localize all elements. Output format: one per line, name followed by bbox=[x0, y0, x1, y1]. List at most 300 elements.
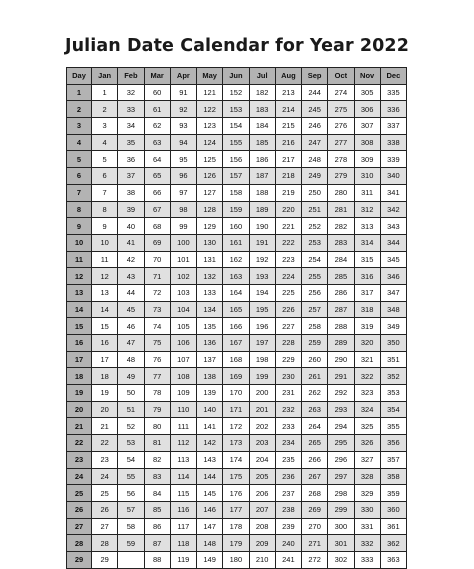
julian-date-cell: 158 bbox=[223, 184, 249, 201]
table-row bbox=[67, 201, 407, 218]
julian-date-cell: 136 bbox=[197, 335, 223, 352]
julian-date-cell: 306 bbox=[354, 101, 380, 118]
julian-date-cell: 110 bbox=[170, 401, 196, 418]
julian-date-cell: 333 bbox=[354, 551, 380, 568]
julian-date-cell: 279 bbox=[328, 168, 354, 185]
julian-date-cell: 324 bbox=[354, 401, 380, 418]
julian-date-cell: 341 bbox=[380, 184, 406, 201]
julian-date-cell: 32 bbox=[118, 84, 144, 101]
julian-date-cell: 301 bbox=[328, 535, 354, 552]
julian-date-cell: 163 bbox=[223, 268, 249, 285]
julian-date-cell: 99 bbox=[170, 218, 196, 235]
julian-date-cell: 184 bbox=[249, 118, 275, 135]
julian-date-cell: 169 bbox=[223, 368, 249, 385]
julian-date-cell: 98 bbox=[170, 201, 196, 218]
julian-date-cell: 230 bbox=[275, 368, 301, 385]
julian-date-cell: 238 bbox=[275, 501, 301, 518]
julian-date-cell: 180 bbox=[223, 551, 249, 568]
julian-date-cell: 278 bbox=[328, 151, 354, 168]
julian-date-cell: 288 bbox=[328, 318, 354, 335]
julian-date-cell: 340 bbox=[380, 168, 406, 185]
column-header-mar: Mar bbox=[144, 68, 170, 85]
julian-date-cell: 280 bbox=[328, 184, 354, 201]
julian-date-cell: 139 bbox=[197, 385, 223, 402]
julian-date-cell: 274 bbox=[328, 84, 354, 101]
julian-date-cell bbox=[118, 551, 144, 568]
julian-date-cell: 183 bbox=[249, 101, 275, 118]
julian-date-cell: 12 bbox=[92, 268, 118, 285]
julian-date-cell: 224 bbox=[275, 268, 301, 285]
julian-date-cell: 199 bbox=[249, 368, 275, 385]
table-row bbox=[67, 284, 407, 301]
julian-date-cell: 140 bbox=[197, 401, 223, 418]
julian-date-cell: 205 bbox=[249, 468, 275, 485]
day-number-cell: 12 bbox=[67, 268, 92, 285]
page-title: Julian Date Calendar for Year 2022 bbox=[65, 36, 409, 56]
julian-date-cell: 217 bbox=[275, 151, 301, 168]
julian-date-cell: 102 bbox=[170, 268, 196, 285]
julian-date-cell: 361 bbox=[380, 518, 406, 535]
julian-date-cell: 15 bbox=[92, 318, 118, 335]
julian-date-cell: 107 bbox=[170, 351, 196, 368]
julian-date-cell: 85 bbox=[144, 501, 170, 518]
julian-date-cell: 275 bbox=[328, 101, 354, 118]
julian-date-cell: 38 bbox=[118, 184, 144, 201]
julian-date-cell: 20 bbox=[92, 401, 118, 418]
julian-date-cell: 258 bbox=[302, 318, 328, 335]
column-header-dec: Dec bbox=[380, 68, 406, 85]
julian-date-cell: 133 bbox=[197, 284, 223, 301]
julian-date-cell: 335 bbox=[380, 84, 406, 101]
julian-date-cell: 316 bbox=[354, 268, 380, 285]
julian-date-cell: 294 bbox=[328, 418, 354, 435]
table-row bbox=[67, 101, 407, 118]
day-number-cell: 16 bbox=[67, 335, 92, 352]
julian-date-cell: 29 bbox=[92, 551, 118, 568]
julian-date-cell: 343 bbox=[380, 218, 406, 235]
julian-date-cell: 220 bbox=[275, 201, 301, 218]
julian-date-cell: 105 bbox=[170, 318, 196, 335]
julian-date-cell: 229 bbox=[275, 351, 301, 368]
day-number-cell: 21 bbox=[67, 418, 92, 435]
julian-date-cell: 62 bbox=[144, 118, 170, 135]
julian-date-cell: 270 bbox=[302, 518, 328, 535]
julian-date-cell: 246 bbox=[302, 118, 328, 135]
julian-date-cell: 256 bbox=[302, 284, 328, 301]
julian-date-cell: 190 bbox=[249, 218, 275, 235]
julian-date-cell: 22 bbox=[92, 435, 118, 452]
julian-date-cell: 176 bbox=[223, 485, 249, 502]
julian-date-cell: 171 bbox=[223, 401, 249, 418]
julian-date-cell: 345 bbox=[380, 251, 406, 268]
julian-date-cell: 189 bbox=[249, 201, 275, 218]
table-row bbox=[67, 468, 407, 485]
julian-date-cell: 4 bbox=[92, 134, 118, 151]
julian-date-cell: 281 bbox=[328, 201, 354, 218]
julian-date-cell: 354 bbox=[380, 401, 406, 418]
column-header-aug: Aug bbox=[275, 68, 301, 85]
table-row bbox=[67, 435, 407, 452]
julian-date-cell: 287 bbox=[328, 301, 354, 318]
julian-date-cell: 193 bbox=[249, 268, 275, 285]
julian-date-cell: 65 bbox=[144, 168, 170, 185]
day-number-cell: 20 bbox=[67, 401, 92, 418]
julian-date-cell: 94 bbox=[170, 134, 196, 151]
julian-date-cell: 351 bbox=[380, 351, 406, 368]
julian-date-cell: 266 bbox=[302, 451, 328, 468]
table-row bbox=[67, 218, 407, 235]
julian-date-cell: 221 bbox=[275, 218, 301, 235]
julian-date-cell: 167 bbox=[223, 335, 249, 352]
julian-date-cell: 118 bbox=[170, 535, 196, 552]
julian-date-cell: 296 bbox=[328, 451, 354, 468]
julian-date-cell: 241 bbox=[275, 551, 301, 568]
julian-date-cell: 331 bbox=[354, 518, 380, 535]
julian-date-cell: 207 bbox=[249, 501, 275, 518]
julian-date-cell: 125 bbox=[197, 151, 223, 168]
julian-date-cell: 216 bbox=[275, 134, 301, 151]
julian-date-cell: 305 bbox=[354, 84, 380, 101]
day-number-cell: 7 bbox=[67, 184, 92, 201]
julian-date-cell: 186 bbox=[249, 151, 275, 168]
day-number-cell: 28 bbox=[67, 535, 92, 552]
julian-date-cell: 283 bbox=[328, 234, 354, 251]
julian-date-cell: 299 bbox=[328, 501, 354, 518]
julian-date-cell: 114 bbox=[170, 468, 196, 485]
table-row bbox=[67, 84, 407, 101]
julian-date-cell: 83 bbox=[144, 468, 170, 485]
julian-date-cell: 170 bbox=[223, 385, 249, 402]
julian-date-cell: 172 bbox=[223, 418, 249, 435]
julian-date-cell: 225 bbox=[275, 284, 301, 301]
day-number-cell: 9 bbox=[67, 218, 92, 235]
julian-date-cell: 292 bbox=[328, 385, 354, 402]
julian-date-cell: 34 bbox=[118, 118, 144, 135]
julian-date-cell: 175 bbox=[223, 468, 249, 485]
day-number-cell: 23 bbox=[67, 451, 92, 468]
day-number-cell: 29 bbox=[67, 551, 92, 568]
table-header-row bbox=[67, 68, 407, 85]
julian-date-cell: 312 bbox=[354, 201, 380, 218]
julian-date-cell: 78 bbox=[144, 385, 170, 402]
column-header-oct: Oct bbox=[328, 68, 354, 85]
julian-date-cell: 46 bbox=[118, 318, 144, 335]
julian-date-cell: 298 bbox=[328, 485, 354, 502]
julian-date-cell: 358 bbox=[380, 468, 406, 485]
julian-date-cell: 284 bbox=[328, 251, 354, 268]
table-body bbox=[67, 84, 407, 568]
julian-date-cell: 112 bbox=[170, 435, 196, 452]
julian-date-cell: 109 bbox=[170, 385, 196, 402]
julian-date-cell: 9 bbox=[92, 218, 118, 235]
julian-date-cell: 209 bbox=[249, 535, 275, 552]
julian-date-cell: 124 bbox=[197, 134, 223, 151]
julian-date-cell: 323 bbox=[354, 385, 380, 402]
julian-date-cell: 214 bbox=[275, 101, 301, 118]
julian-date-cell: 227 bbox=[275, 318, 301, 335]
julian-date-cell: 86 bbox=[144, 518, 170, 535]
julian-date-cell: 143 bbox=[197, 451, 223, 468]
julian-date-cell: 33 bbox=[118, 101, 144, 118]
julian-date-cell: 263 bbox=[302, 401, 328, 418]
julian-date-cell: 121 bbox=[197, 84, 223, 101]
julian-date-cell: 111 bbox=[170, 418, 196, 435]
julian-date-cell: 52 bbox=[118, 418, 144, 435]
julian-date-cell: 132 bbox=[197, 268, 223, 285]
julian-date-cell: 332 bbox=[354, 535, 380, 552]
day-number-cell: 26 bbox=[67, 501, 92, 518]
julian-date-cell: 82 bbox=[144, 451, 170, 468]
julian-date-cell: 115 bbox=[170, 485, 196, 502]
julian-date-cell: 92 bbox=[170, 101, 196, 118]
julian-date-cell: 88 bbox=[144, 551, 170, 568]
julian-date-cell: 39 bbox=[118, 201, 144, 218]
julian-date-cell: 267 bbox=[302, 468, 328, 485]
julian-date-cell: 318 bbox=[354, 301, 380, 318]
julian-date-cell: 161 bbox=[223, 234, 249, 251]
julian-date-cell: 289 bbox=[328, 335, 354, 352]
column-header-nov: Nov bbox=[354, 68, 380, 85]
julian-date-cell: 310 bbox=[354, 168, 380, 185]
julian-date-cell: 347 bbox=[380, 284, 406, 301]
julian-date-cell: 13 bbox=[92, 284, 118, 301]
julian-date-cell: 254 bbox=[302, 251, 328, 268]
julian-date-cell: 160 bbox=[223, 218, 249, 235]
julian-date-cell: 2 bbox=[92, 101, 118, 118]
julian-date-cell: 178 bbox=[223, 518, 249, 535]
julian-date-cell: 97 bbox=[170, 184, 196, 201]
julian-date-cell: 253 bbox=[302, 234, 328, 251]
julian-date-cell: 203 bbox=[249, 435, 275, 452]
table-row bbox=[67, 485, 407, 502]
julian-date-cell: 302 bbox=[328, 551, 354, 568]
julian-date-cell: 293 bbox=[328, 401, 354, 418]
julian-date-cell: 51 bbox=[118, 401, 144, 418]
julian-date-cell: 6 bbox=[92, 168, 118, 185]
julian-date-cell: 135 bbox=[197, 318, 223, 335]
julian-date-cell: 317 bbox=[354, 284, 380, 301]
julian-date-cell: 130 bbox=[197, 234, 223, 251]
julian-date-cell: 76 bbox=[144, 351, 170, 368]
julian-date-cell: 257 bbox=[302, 301, 328, 318]
julian-date-cell: 197 bbox=[249, 335, 275, 352]
julian-date-cell: 57 bbox=[118, 501, 144, 518]
julian-date-cell: 81 bbox=[144, 435, 170, 452]
julian-date-cell: 131 bbox=[197, 251, 223, 268]
julian-date-cell: 349 bbox=[380, 318, 406, 335]
julian-date-cell: 353 bbox=[380, 385, 406, 402]
julian-date-cell: 233 bbox=[275, 418, 301, 435]
julian-date-cell: 218 bbox=[275, 168, 301, 185]
julian-date-cell: 77 bbox=[144, 368, 170, 385]
julian-date-cell: 247 bbox=[302, 134, 328, 151]
julian-date-cell: 64 bbox=[144, 151, 170, 168]
julian-date-cell: 215 bbox=[275, 118, 301, 135]
day-number-cell: 13 bbox=[67, 284, 92, 301]
julian-date-cell: 61 bbox=[144, 101, 170, 118]
julian-date-cell: 360 bbox=[380, 501, 406, 518]
table-row bbox=[67, 401, 407, 418]
julian-date-cell: 350 bbox=[380, 335, 406, 352]
julian-date-cell: 80 bbox=[144, 418, 170, 435]
julian-date-cell: 272 bbox=[302, 551, 328, 568]
julian-date-cell: 1 bbox=[92, 84, 118, 101]
julian-date-cell: 11 bbox=[92, 251, 118, 268]
julian-date-cell: 326 bbox=[354, 435, 380, 452]
julian-date-cell: 286 bbox=[328, 284, 354, 301]
julian-date-cell: 311 bbox=[354, 184, 380, 201]
julian-date-cell: 251 bbox=[302, 201, 328, 218]
julian-date-cell: 7 bbox=[92, 184, 118, 201]
day-number-cell: 24 bbox=[67, 468, 92, 485]
julian-date-cell: 67 bbox=[144, 201, 170, 218]
julian-date-cell: 41 bbox=[118, 234, 144, 251]
julian-date-cell: 96 bbox=[170, 168, 196, 185]
julian-date-cell: 87 bbox=[144, 535, 170, 552]
julian-date-cell: 166 bbox=[223, 318, 249, 335]
julian-date-cell: 60 bbox=[144, 84, 170, 101]
julian-date-cell: 320 bbox=[354, 335, 380, 352]
table-row bbox=[67, 118, 407, 135]
day-number-cell: 8 bbox=[67, 201, 92, 218]
julian-date-cell: 122 bbox=[197, 101, 223, 118]
julian-date-cell: 26 bbox=[92, 501, 118, 518]
column-header-may: May bbox=[197, 68, 223, 85]
julian-date-cell: 240 bbox=[275, 535, 301, 552]
julian-date-cell: 93 bbox=[170, 118, 196, 135]
julian-date-cell: 200 bbox=[249, 385, 275, 402]
julian-date-cell: 239 bbox=[275, 518, 301, 535]
day-number-cell: 19 bbox=[67, 385, 92, 402]
julian-date-cell: 48 bbox=[118, 351, 144, 368]
julian-date-cell: 23 bbox=[92, 451, 118, 468]
julian-date-cell: 352 bbox=[380, 368, 406, 385]
julian-date-cell: 308 bbox=[354, 134, 380, 151]
julian-date-cell: 91 bbox=[170, 84, 196, 101]
julian-date-cell: 24 bbox=[92, 468, 118, 485]
julian-date-cell: 325 bbox=[354, 418, 380, 435]
day-number-cell: 3 bbox=[67, 118, 92, 135]
julian-date-cell: 321 bbox=[354, 351, 380, 368]
table-row bbox=[67, 385, 407, 402]
julian-date-cell: 271 bbox=[302, 535, 328, 552]
julian-date-cell: 195 bbox=[249, 301, 275, 318]
julian-date-cell: 177 bbox=[223, 501, 249, 518]
day-number-cell: 6 bbox=[67, 168, 92, 185]
table-row bbox=[67, 451, 407, 468]
day-number-cell: 17 bbox=[67, 351, 92, 368]
julian-date-cell: 174 bbox=[223, 451, 249, 468]
table-row bbox=[67, 501, 407, 518]
julian-date-cell: 129 bbox=[197, 218, 223, 235]
julian-date-cell: 59 bbox=[118, 535, 144, 552]
julian-date-cell: 154 bbox=[223, 118, 249, 135]
julian-date-cell: 337 bbox=[380, 118, 406, 135]
julian-date-cell: 49 bbox=[118, 368, 144, 385]
julian-date-cell: 16 bbox=[92, 335, 118, 352]
day-number-cell: 11 bbox=[67, 251, 92, 268]
julian-date-cell: 344 bbox=[380, 234, 406, 251]
julian-date-cell: 162 bbox=[223, 251, 249, 268]
julian-date-cell: 43 bbox=[118, 268, 144, 285]
julian-date-cell: 276 bbox=[328, 118, 354, 135]
table-row bbox=[67, 535, 407, 552]
table-row bbox=[67, 168, 407, 185]
julian-date-cell: 157 bbox=[223, 168, 249, 185]
julian-date-cell: 159 bbox=[223, 201, 249, 218]
julian-date-cell: 35 bbox=[118, 134, 144, 151]
julian-date-cell: 314 bbox=[354, 234, 380, 251]
julian-date-cell: 307 bbox=[354, 118, 380, 135]
julian-date-cell: 244 bbox=[302, 84, 328, 101]
julian-date-cell: 319 bbox=[354, 318, 380, 335]
julian-date-cell: 196 bbox=[249, 318, 275, 335]
julian-date-cell: 277 bbox=[328, 134, 354, 151]
julian-date-cell: 338 bbox=[380, 134, 406, 151]
julian-date-cell: 63 bbox=[144, 134, 170, 151]
julian-date-cell: 261 bbox=[302, 368, 328, 385]
julian-date-cell: 355 bbox=[380, 418, 406, 435]
column-header-apr: Apr bbox=[170, 68, 196, 85]
table-row bbox=[67, 351, 407, 368]
julian-date-cell: 348 bbox=[380, 301, 406, 318]
julian-date-cell: 127 bbox=[197, 184, 223, 201]
julian-date-cell: 137 bbox=[197, 351, 223, 368]
table-row bbox=[67, 184, 407, 201]
julian-date-cell: 145 bbox=[197, 485, 223, 502]
julian-date-cell: 249 bbox=[302, 168, 328, 185]
julian-date-cell: 192 bbox=[249, 251, 275, 268]
julian-date-cell: 74 bbox=[144, 318, 170, 335]
julian-date-cell: 219 bbox=[275, 184, 301, 201]
julian-date-cell: 291 bbox=[328, 368, 354, 385]
julian-date-cell: 327 bbox=[354, 451, 380, 468]
julian-date-cell: 191 bbox=[249, 234, 275, 251]
julian-date-cell: 69 bbox=[144, 234, 170, 251]
julian-date-cell: 66 bbox=[144, 184, 170, 201]
julian-date-cell: 329 bbox=[354, 485, 380, 502]
column-header-sep: Sep bbox=[302, 68, 328, 85]
julian-date-cell: 300 bbox=[328, 518, 354, 535]
julian-date-cell: 342 bbox=[380, 201, 406, 218]
julian-date-cell: 68 bbox=[144, 218, 170, 235]
julian-date-cell: 268 bbox=[302, 485, 328, 502]
julian-date-cell: 149 bbox=[197, 551, 223, 568]
julian-date-cell: 188 bbox=[249, 184, 275, 201]
julian-date-cell: 282 bbox=[328, 218, 354, 235]
julian-date-cell: 173 bbox=[223, 435, 249, 452]
julian-date-cell: 179 bbox=[223, 535, 249, 552]
table-row bbox=[67, 518, 407, 535]
table-row bbox=[67, 151, 407, 168]
julian-date-cell: 269 bbox=[302, 501, 328, 518]
julian-date-cell: 222 bbox=[275, 234, 301, 251]
julian-date-cell: 213 bbox=[275, 84, 301, 101]
julian-date-cell: 37 bbox=[118, 168, 144, 185]
julian-date-cell: 164 bbox=[223, 284, 249, 301]
julian-date-cell: 45 bbox=[118, 301, 144, 318]
julian-date-cell: 228 bbox=[275, 335, 301, 352]
julian-date-cell: 42 bbox=[118, 251, 144, 268]
julian-date-cell: 27 bbox=[92, 518, 118, 535]
table-row bbox=[67, 268, 407, 285]
julian-date-cell: 204 bbox=[249, 451, 275, 468]
julian-date-cell: 72 bbox=[144, 284, 170, 301]
julian-date-cell: 50 bbox=[118, 385, 144, 402]
julian-date-cell: 100 bbox=[170, 234, 196, 251]
julian-date-cell: 56 bbox=[118, 485, 144, 502]
julian-date-cell: 108 bbox=[170, 368, 196, 385]
